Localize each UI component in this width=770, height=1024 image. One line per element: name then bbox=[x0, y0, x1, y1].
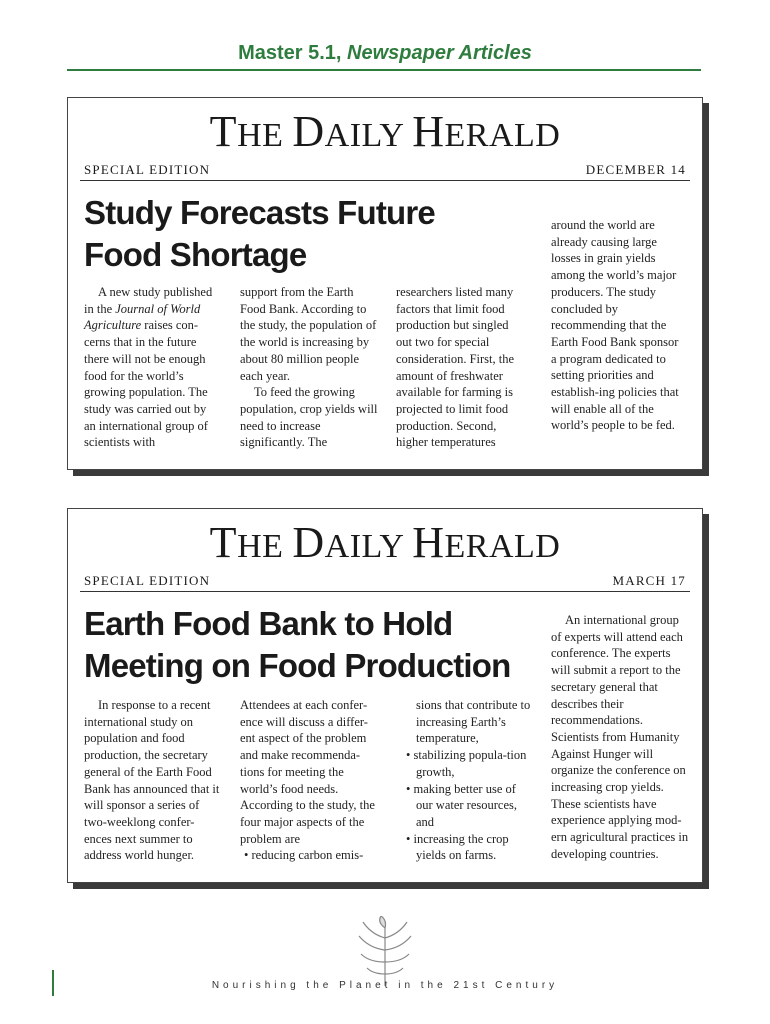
article-column-2: Attendees at each confer-ence will discuss a differ-ent aspect of the problem and make recommenda-tions for meeting the world’s food needs. According to the study, the four major aspects of the problem are • reducing carbon emis- bbox=[240, 697, 378, 864]
newspaper-article-1 bbox=[67, 97, 703, 470]
page-title bbox=[0, 42, 770, 65]
article-column-3: sions that contribute to increasing Earth’s temperature, • stabilizing popula-tion growth, • making better use of our water resources, and • increasing the crop yields on farms. bbox=[406, 697, 532, 864]
masthead: THE DAILY HERALD bbox=[209, 107, 561, 156]
masthead-divider bbox=[80, 180, 690, 181]
master-subtitle: Newspaper Articles bbox=[347, 42, 532, 64]
corn-plant-icon bbox=[355, 916, 415, 986]
edition-label: SPECIAL EDITION bbox=[84, 162, 211, 177]
margin-mark bbox=[52, 970, 54, 996]
article-column-1: In response to a recent international study on population and food production, the secretary general of the Earth Food Bank has announced that it will sponsor a series of two-weeklong confer-ences next summer to address world hunger. bbox=[84, 698, 220, 863]
masthead: THE DAILY HERALD bbox=[209, 518, 561, 567]
article-column-4: around the world are already causing large losses in grain yields among the world’s major producers. The study concluded by recommending that the Earth Food Bank sponsor a program dedicated to setting priorities and establish-ing policies that will enable all of the world’s people to be fed. bbox=[551, 218, 679, 433]
date-label: DECEMBER 14 bbox=[585, 162, 686, 177]
newspaper-article-2 bbox=[67, 508, 703, 883]
masthead-divider bbox=[80, 591, 690, 592]
headline: Earth Food Bank to Hold Meeting on Food Production bbox=[84, 605, 511, 684]
headline: Study Forecasts Future Food Shortage bbox=[84, 194, 435, 273]
article-column-1: A new study published in the Journal of World Agriculture raises con-cerns that in the future there will not be enough food for the world’s growing population. The study was carried out by an international group of scientists with bbox=[84, 285, 213, 450]
title-divider bbox=[67, 69, 701, 71]
edition-label: SPECIAL EDITION bbox=[84, 573, 211, 588]
article-column-4: An international group of experts will attend each conference. The experts will submit a report to the secretary general that describes their recommendations. Scientists from Humanity Against Hunger will organize the conference on increasing crop yields. These scientists have experience applying mod-ern agricultural practices in developing countries. bbox=[551, 613, 689, 861]
footer-tagline: Nourishing the Planet in the 21st Century bbox=[211, 980, 559, 991]
date-label: MARCH 17 bbox=[612, 573, 686, 588]
master-label: Master 5.1, bbox=[238, 42, 342, 64]
article-column-3: researchers listed many factors that limit food production but singled out two for special consideration. First, the amount of freshwater available for farming is projected to limit food production. Second, higher temperatures bbox=[396, 285, 515, 450]
article-column-2: support from the Earth Food Bank. According to the study, the population of the world is increasing by about 80 million people each year. To feed the growing population, crop yields will need to increase significantly. The bbox=[240, 285, 378, 450]
